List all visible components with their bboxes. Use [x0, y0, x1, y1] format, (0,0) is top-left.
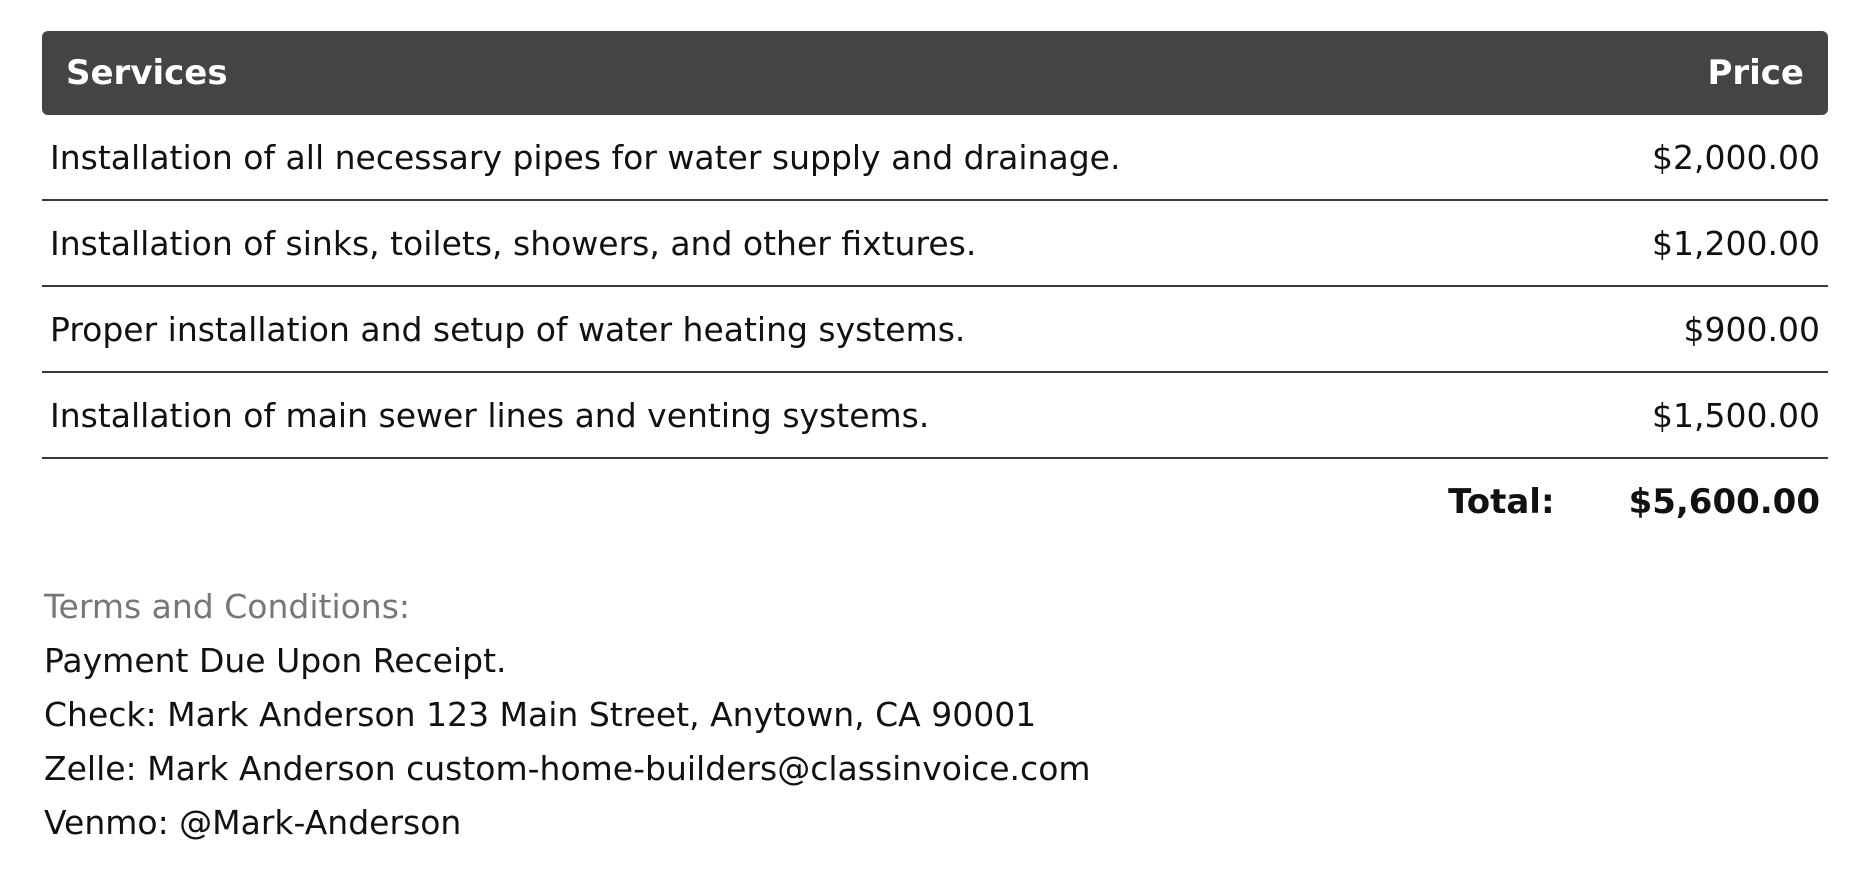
total-label: Total: [1448, 482, 1555, 522]
services-column-header: Services [66, 53, 228, 93]
terms-line-payment: Payment Due Upon Receipt. [44, 641, 507, 680]
terms-section [44, 580, 1091, 850]
total-value: $5,600.00 [1628, 482, 1820, 522]
table-row [42, 373, 1828, 459]
total-row [42, 459, 1828, 545]
service-price: $2,000.00 [1652, 137, 1820, 177]
service-description: Proper installation and setup of water heating systems. [50, 309, 966, 349]
table-row [42, 115, 1828, 201]
terms-line-zelle: Zelle: Mark Anderson custom-home-builders@classinvoice.com [44, 749, 1091, 788]
service-description: Installation of all necessary pipes for water supply and drainage. [50, 137, 1121, 177]
service-price: $1,200.00 [1652, 223, 1820, 263]
service-description: Installation of sinks, toilets, showers, and other fixtures. [50, 223, 977, 263]
terms-heading: Terms and Conditions: [44, 587, 411, 626]
services-table [42, 31, 1828, 545]
service-price: $1,500.00 [1652, 395, 1820, 435]
table-row [42, 287, 1828, 373]
table-header [42, 31, 1828, 115]
terms-line-venmo: Venmo: @Mark-Anderson [44, 803, 462, 842]
price-column-header: Price [1707, 53, 1804, 93]
service-price: $900.00 [1683, 309, 1820, 349]
terms-line-check: Check: Mark Anderson 123 Main Street, Anytown, CA 90001 [44, 695, 1037, 734]
table-row [42, 201, 1828, 287]
service-description: Installation of main sewer lines and venting systems. [50, 395, 930, 435]
